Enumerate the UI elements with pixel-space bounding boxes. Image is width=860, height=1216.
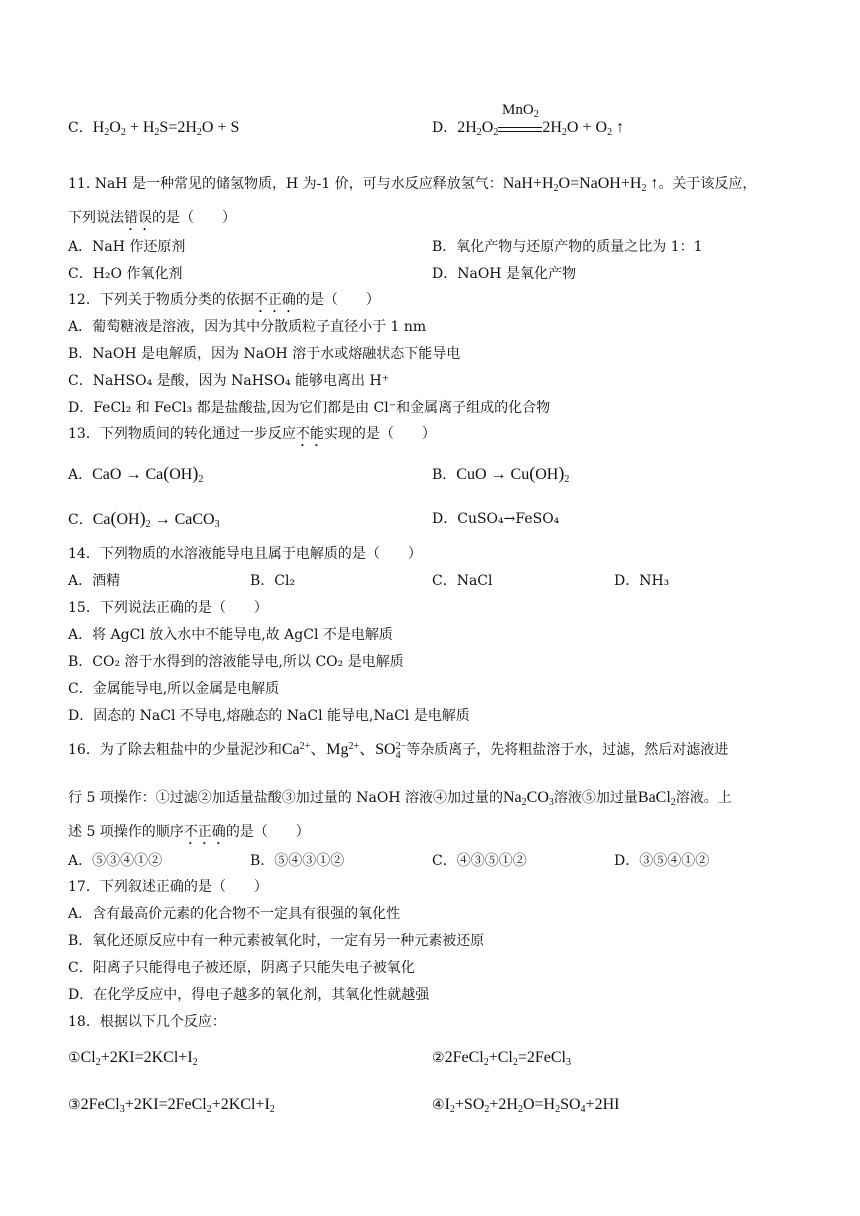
q13-option-b: B．CuO → $Cu(OH)_2$ (432, 463, 570, 485)
q16-line2: 行 5 项操作：①过滤②加适量盐酸③加过量的 NaOH 溶液④加过量的$Na_2CO_3$溶液⑤加过量BaCl$_2$溶液。上 (68, 789, 732, 808)
q10-option-d: D．$2H_2O_2$ MnO$_2$ $2H_2O + O_2$ ↑ (432, 102, 625, 138)
q16-option-c: C．④③⑤①② (432, 853, 527, 869)
q12-option-d: D．FeCl₂ 和 FeCl₃ 都是盐酸盐,因为它们都是由 Cl⁻和金属离子组成的化合物 (68, 400, 551, 416)
q14-option-b: B．Cl₂ (250, 573, 296, 589)
q14-option-c: C．NaCl (432, 573, 493, 589)
q16-na2co3: $Na_2CO_3$ (503, 789, 554, 808)
q17-option-c: C．阳离子只能得电子被还原，阴离子只能失电子被氧化 (68, 960, 415, 976)
q17-option-d: D．在化学反应中，得电子越多的氧化剂，其氧化性就越强 (68, 987, 430, 1003)
q13-option-d: D．CuSO₄→FeSO₄ (432, 511, 560, 527)
q16-line3: 述 5 项操作的顺序不正确的是（ ） (68, 824, 310, 840)
q16-stem: 16．为了除去粗盐中的少量泥沙和$Ca^{2+}$、$Mg^{2+}$、SO 2− 4 等杂质离子，先将粗盐溶于水，过滤，然后对滤液进 (68, 741, 729, 761)
q18-reaction-4: $④I_2+SO_2+2H_2O=H_2SO_4+2HI$ (432, 1096, 620, 1115)
q17-option-b: B．氧化还原反应中有一种元素被氧化时，一定有另一种元素被还原 (68, 933, 485, 949)
q16-ions: $Ca^{2+}$、$Mg^{2+}$、SO 2− 4 (281, 741, 407, 761)
q18-stem: 18．根据以下几个反应： (68, 1014, 226, 1030)
q12-stem: 12．下列关于物质分类的依据不正确的是（ ） (68, 292, 380, 308)
q16-option-a: A．⑤③④①② (68, 853, 163, 869)
q15-option-c: C．金属能导电,所以金属是电解质 (68, 681, 280, 697)
q14-option-a: A．酒精 (68, 573, 121, 589)
q18-reaction-2: $②2FeCl_2+Cl_2=2FeCl_3$ (432, 1049, 571, 1068)
q14-option-d: D．NH₃ (614, 573, 670, 589)
q13-option-a: A．CaO → $Ca(OH)_2$ (68, 463, 204, 485)
q15-stem: 15．下列说法正确的是（ ） (68, 600, 268, 616)
q11-stem: 11. NaH 是一种常见的储氢物质，H 为-1 价，可与水反应释放氢气：$NaH+H_2O=NaOH+H_2$ ↑。关于该反应， (68, 175, 757, 194)
q17-option-a: A．含有最高价元素的化合物不一定具有很强的氧化性 (68, 906, 401, 922)
q12-option-c: C．NaHSO₄ 是酸，因为 NaHSO₄ 能够电离出 H⁺ (68, 373, 390, 389)
q10-c-equation: $H_2O_2 + H_2S=2H_2O + S$ (92, 119, 240, 138)
q15-option-a: A．将 AgCl 放入水中不能导电,故 AgCl 不是电解质 (68, 627, 393, 643)
q10-option-c: C．$H_2O_2 + H_2S=2H_2O + S$ (68, 119, 240, 138)
q11-option-a: A．NaH 作还原剂 (68, 239, 186, 255)
q13-a-formula: CaO → $Ca(OH)_2$ (92, 463, 204, 485)
q11-option-c: C．H₂O 作氧化剂 (68, 266, 183, 282)
q18-reaction-3: $③2FeCl_3+2KI=2FeCl_2+2KCl+I_2$ (68, 1096, 275, 1115)
q12-option-b: B．NaOH 是电解质，因为 NaOH 溶于水或熔融状态下能导电 (68, 346, 461, 362)
q13-b-formula: CuO → $Cu(OH)_2$ (456, 463, 570, 485)
q16-option-d: D．③⑤④①② (614, 853, 710, 869)
q11-option-b: B．氧化产物与还原产物的质量之比为 1：1 (432, 239, 703, 255)
q18-reaction-1: $①Cl_2+2KI=2KCl+I_2$ (68, 1049, 198, 1068)
q12-option-a: A．葡萄糖液是溶液，因为其中分散质粒子直径小于 1 nm (68, 319, 427, 335)
q16-bacl2: BaCl$_2$ (637, 789, 676, 808)
q17-stem: 17．下列叙述正确的是（ ） (68, 879, 268, 895)
q13-option-c: C．$Ca(OH)_2$ → CaCO$_3$ (68, 508, 220, 530)
q11-equation: $NaH+H_2O=NaOH+H_2$ ↑ (502, 175, 659, 194)
q15-option-b: B．CO₂ 溶于水得到的溶液能导电,所以 CO₂ 是电解质 (68, 654, 404, 670)
q15-option-d: D．固态的 NaCl 不导电,熔融态的 NaCl 能导电,NaCl 是电解质 (68, 708, 470, 724)
catalyst-equals-sign: MnO$_2$ (498, 120, 542, 132)
q10-d-equation: $2H_2O_2$ MnO$_2$ $2H_2O + O_2$ ↑ (457, 102, 625, 138)
q16-option-b: B．⑤④③①② (250, 853, 345, 869)
q11-option-d: D．NaOH 是氧化产物 (432, 266, 576, 282)
q13-stem: 13．下列物质间的转化通过一步反应不能实现的是（ ） (68, 426, 436, 442)
q13-c-formula: $Ca(OH)_2$ → CaCO$_3$ (92, 508, 220, 530)
q11-stem-line2: 下列说法错误的是（ ） (68, 210, 236, 226)
q14-stem: 14．下列物质的水溶液能导电且属于电解质的是（ ） (68, 546, 422, 562)
